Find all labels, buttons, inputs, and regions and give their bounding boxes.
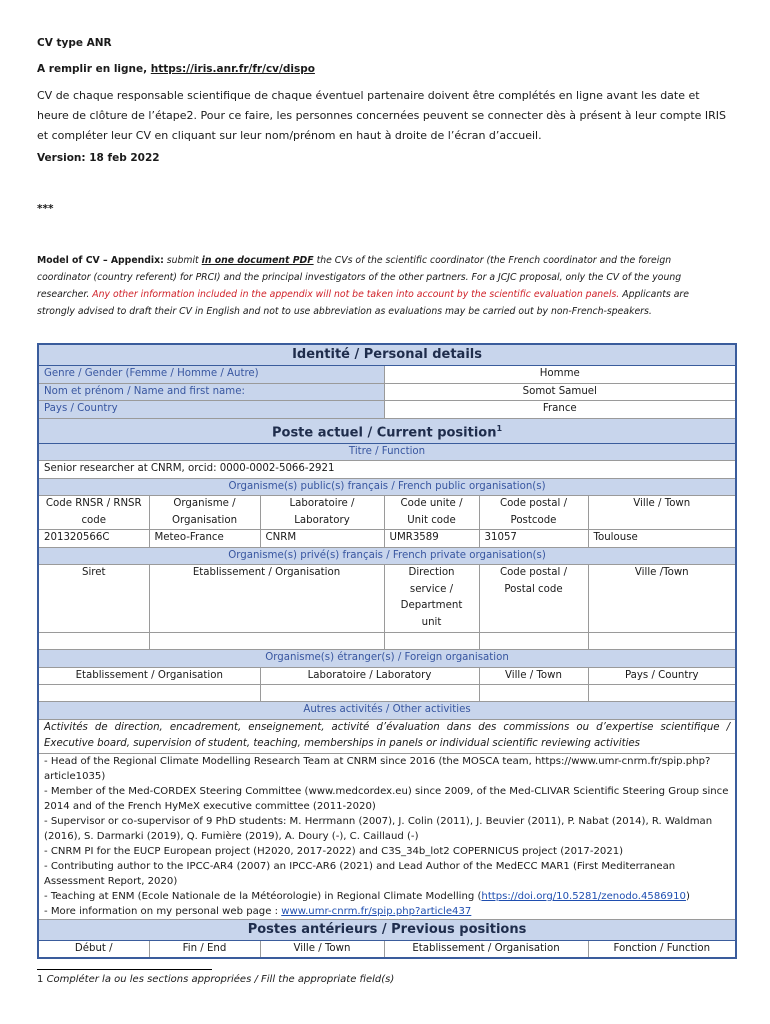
col-postal-code: Code postal / Postal code (479, 565, 588, 633)
appendix-lead: Model of CV – Appendix: (37, 255, 164, 266)
town-value: Toulouse (588, 530, 736, 548)
footnote (37, 974, 394, 985)
previous-positions-columns (38, 940, 736, 958)
postcode-value: 31057 (479, 530, 588, 548)
identity-row (38, 366, 736, 384)
appendix-instructions (37, 252, 725, 320)
public-org-values (38, 530, 736, 548)
more-info-text: - More information on my personal web page : (44, 905, 282, 917)
footnote-mark: 1 (496, 423, 503, 433)
col-foreign-laboratory: Laboratoire / Laboratory (260, 667, 479, 685)
zenodo-link[interactable]: https://doi.org/10.5281/zenodo.4586910 (481, 890, 686, 902)
rnsr-code-value: 201320566C (38, 530, 149, 548)
col-siret: Siret (38, 565, 149, 633)
appendix-warning: Any other information included in the appendix will not be taken into account by the scientific evaluation panels. (92, 289, 620, 300)
col-prev-organisation: Etablissement / Organisation (384, 940, 588, 958)
col-foreign-town: Ville / Town (479, 667, 588, 685)
other-activities-description: Activités de direction, encadrement, enseignement, activité d’évaluation dans des commissions ou d’expertise scientifique / Executive board, supervision of student, teaching, memberships in panels or individual scientific reviewing activities (38, 719, 736, 753)
personal-page-link[interactable]: www.umr-cnrm.fr/spip.php?article437 (281, 905, 472, 917)
country-value: France (384, 401, 736, 419)
foreign-org-empty-row (38, 685, 736, 702)
public-org-columns (38, 496, 736, 530)
activity-item: - Contributing author to the IPCC-AR4 (2007) an IPCC-AR6 (2021) and Lead Author of the MedECC MAR1 (First Mediterranean Assessment Report, 2020) (44, 860, 676, 887)
organisation-value: Meteo-France (149, 530, 260, 548)
activity-item: - Head of the Regional Climate Modelling Research Team at CNRM since 2016 (the MOSCA team, https://www.umr-cnrm.fr/spip.php?article1035) (44, 755, 711, 782)
foreign-org-header: Organisme(s) étranger(s) / Foreign organisation (38, 650, 736, 668)
col-start: Début / (38, 940, 149, 958)
cv-type-heading: CV type ANR (37, 37, 112, 49)
laboratory-value: CNRM (260, 530, 384, 548)
activity-item-more-info (44, 904, 730, 919)
col-prev-function: Fonction / Function (588, 940, 736, 958)
col-organisation: Organisme / Organisation (149, 496, 260, 530)
appendix-text-1: submit (163, 255, 202, 266)
col-postcode: Code postal / Postcode (479, 496, 588, 530)
private-org-columns (38, 565, 736, 633)
col-unit-code: Code unite / Unit code (384, 496, 479, 530)
appendix-emphasis: in one document PDF (201, 255, 314, 266)
col-prev-town: Ville / Town (260, 940, 384, 958)
iris-link[interactable]: https://iris.anr.fr/fr/cv/dispo (150, 63, 315, 75)
col-laboratory: Laboratoire / Laboratory (260, 496, 384, 530)
col-foreign-establishment: Etablissement / Organisation (38, 667, 260, 685)
version-label: Version: 18 feb 2022 (37, 152, 160, 164)
col-foreign-country: Pays / Country (588, 667, 736, 685)
teaching-text: - Teaching at ENM (Ecole Nationale de la Météorologie) in Regional Climate Modelling ( (44, 890, 482, 902)
fill-online-line (37, 60, 733, 78)
private-org-empty-row (38, 633, 736, 650)
current-position-section-title (38, 418, 736, 443)
function-header: Titre / Function (38, 443, 736, 461)
col-end: Fin / End (149, 940, 260, 958)
col-establishment: Etablissement / Organisation (149, 565, 384, 633)
function-value: Senior researcher at CNRM, orcid: 0000-0002-5066-2921 (38, 461, 736, 479)
unit-code-value: UMR3589 (384, 530, 479, 548)
fill-online-prefix: A remplir en ligne, (37, 63, 151, 75)
current-position-title: Poste actuel / Current position (271, 424, 497, 440)
cv-table (37, 343, 737, 959)
col-rnsr-code: Code RNSR / RNSR code (38, 496, 149, 530)
identity-section-title: Identité / Personal details (38, 344, 736, 366)
activity-item: - CNRM PI for the EUCP European project (H2020, 2017-2022) and C3S_34b_lot2 COPERNICUS project (2017-2021) (44, 845, 624, 857)
separator: *** (37, 203, 54, 215)
instructions-text: CV de chaque responsable scientifique de chaque éventuel partenaire doivent être complétés en ligne avant les date et heure de clôture de l’étape2. Pour ce faire, les personnes concernées peuvent se connecter dès à présent à leur compte IRIS et compléter leur CV en cliquant sur leur nom/prénom en haut à droite de l’écran d’accueil. (37, 89, 727, 142)
name-label: Nom et prénom / Name and first name: (38, 383, 384, 401)
activity-item: - Member of the Med-CORDEX Steering Committee (www.medcordex.eu) since 2009, of the Med-CLIVAR Scientific Steering Group since 2014 and of the French HyMeX executive committee (2011-2020) (44, 785, 729, 812)
public-org-header: Organisme(s) public(s) français / French public organisation(s) (38, 478, 736, 496)
col-department-unit: Direction service / Department unit (384, 565, 479, 633)
identity-row (38, 383, 736, 401)
identity-row (38, 401, 736, 419)
appendix-text-3: Applicants are strongly advised to draft their CV in English and not to use abbreviation as evaluations may be carried out by non-French-speakers. (37, 289, 689, 317)
name-value: Somot Samuel (384, 383, 736, 401)
country-label: Pays / Country (38, 401, 384, 419)
footnote-text: Compléter la ou les sections appropriées / Fill the appropriate field(s) (46, 974, 395, 985)
footnote-divider (37, 969, 212, 970)
foreign-org-columns (38, 667, 736, 685)
activity-item-teaching (44, 889, 730, 904)
appendix-text-2: the CVs of the scientific coordinator (the French coordinator and the foreign coordinator (country referent) for PRCI) and the principal investigators of the other partners. For a JCJC proposal, only the CV of the young researcher. (37, 255, 682, 300)
teaching-suffix: ) (685, 890, 690, 902)
gender-value: Homme (384, 366, 736, 384)
activities-list (38, 753, 736, 919)
other-activities-header: Autres activités / Other activities (38, 702, 736, 720)
col-town: Ville / Town (588, 496, 736, 530)
footnote-number: 1 (37, 974, 44, 985)
previous-positions-section-title: Postes antérieurs / Previous positions (38, 919, 736, 940)
private-org-header: Organisme(s) privé(s) français / French private organisation(s) (38, 547, 736, 565)
col-private-town: Ville /Town (588, 565, 736, 633)
gender-label: Genre / Gender (Femme / Homme / Autre) (38, 366, 384, 384)
activity-item: - Supervisor or co-supervisor of 9 PhD students: M. Herrmann (2007), J. Colin (2011), J. Beuvier (2011), P. Nabat (2014), R. Waldman (2016), S. Darmarki (2019), Q. Fumière (2019), A. Doury (-), C. Caillaud (-) (44, 815, 713, 842)
